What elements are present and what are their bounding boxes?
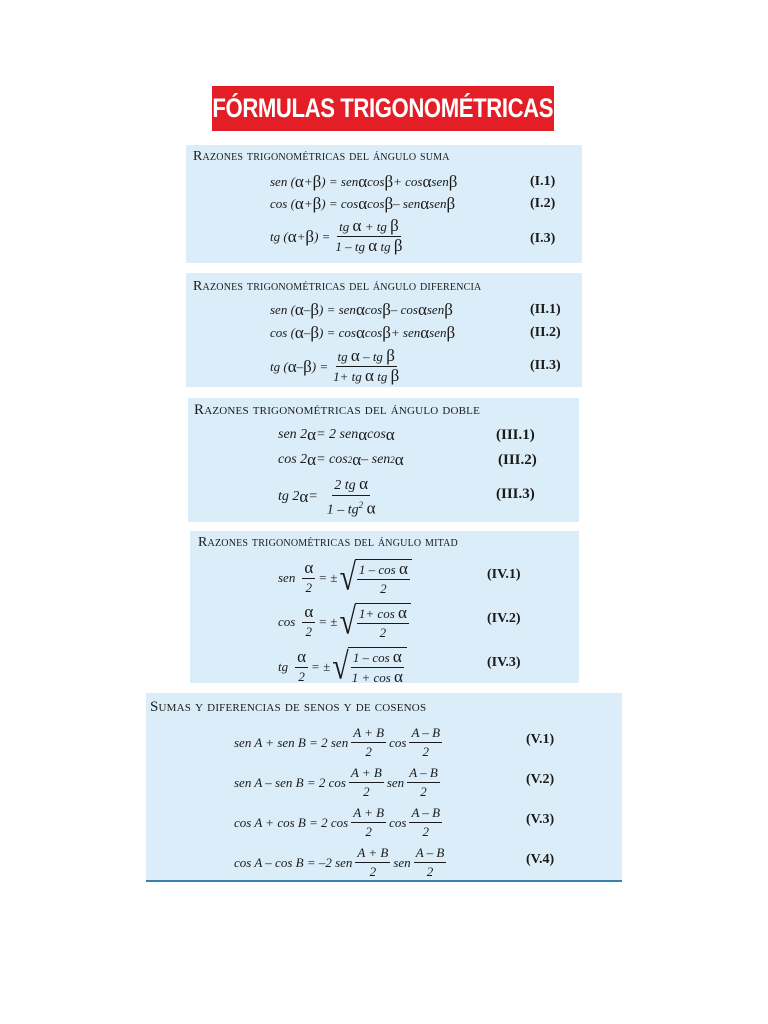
- section-angulo-doble: [188, 398, 579, 522]
- formula-label: (IV.3): [487, 655, 521, 670]
- formula-V3: cos A + cos B = 2 cos $\frac{A + B}{2}$ cos $\frac{A - B}{2}$: [234, 805, 441, 839]
- section-heading: Razones trigonométricas del ángulo diferencia: [193, 279, 482, 294]
- formula-label: (I.2): [530, 196, 556, 211]
- formula-label: (III.2): [498, 452, 537, 468]
- formula-label: (V.3): [526, 812, 555, 827]
- formula-I3: tg ( α + β ) = $\frac{\text{tg α + tg β}}{\text{1 – tg α tg β}}$: [270, 216, 403, 255]
- formula-label: (V.4): [526, 852, 555, 867]
- section-angulo-mitad: [190, 531, 579, 687]
- formula-I1: sen ( α + β ) = sen α cos β + cos α sen β: [270, 172, 458, 191]
- section-sumas-diferencias: [146, 693, 622, 880]
- formula-V4: cos A – cos B = –2 sen $\frac{A + B}{2}$ sen $\frac{A - B}{2}$: [234, 845, 445, 879]
- formula-label: (IV.1): [487, 567, 521, 582]
- formula-I2: cos ( α + β ) = cos α cos β – sen α sen β: [270, 194, 456, 213]
- formula-label: (IV.2): [487, 611, 521, 626]
- section-heading: Sumas y diferencias de senos y de cosenos: [150, 699, 427, 715]
- formula-II1: sen ( α – β ) = sen α cos β – cos α sen β: [270, 300, 453, 319]
- formula-V2: sen A – sen B = 2 cos $\frac{A + B}{2}$ sen $\frac{A - B}{2}$: [234, 765, 438, 799]
- formula-III3: tg 2 α = $\frac{\text{2 tg α}}{1 - tg^2 \alpha}$: [278, 474, 376, 518]
- section-heading: Razones trigonométricas del ángulo mitad: [198, 535, 458, 550]
- formula-label: (I.1): [530, 174, 556, 189]
- formula-IV3: tg $\frac{\alpha}{2}$ = ± √ $\frac{\text{1 – cos α}}{\text{1 + cos α}}$: [278, 647, 407, 686]
- formula-IV1: sen $\frac{\alpha}{2}$ = ± √ $\frac{\text{1 – cos α}}{2}$: [278, 559, 412, 597]
- formula-label: (I.3): [530, 231, 556, 246]
- section-heading: Razones trigonométricas del ángulo suma: [193, 149, 450, 164]
- formula-IV2: cos $\frac{\alpha}{2}$ = ± √ $\frac{\text{1+ cos α}}{2}$: [278, 603, 411, 641]
- formula-label: (II.3): [530, 358, 561, 373]
- formula-label: (III.1): [496, 427, 535, 443]
- page-title: FÓRMULAS TRIGONOMÉTRICAS: [212, 86, 554, 131]
- formula-label: (V.2): [526, 772, 555, 787]
- section-angulo-suma: [186, 145, 582, 263]
- formula-label: (II.2): [530, 325, 561, 340]
- formula-label: (II.1): [530, 302, 561, 317]
- section-angulo-diferencia: [186, 273, 582, 387]
- formula-III2: cos 2 α = cos 2 α – sen 2 α: [278, 450, 404, 469]
- formula-label: (V.1): [526, 732, 555, 747]
- formula-III1: sen 2 α = 2 sen α cos α: [278, 425, 395, 444]
- formula-II2: cos ( α – β ) = cos α cos β + sen α sen β: [270, 323, 456, 342]
- formula-V1: sen A + sen B = 2 sen $\frac{A + B}{2}$ cos $\frac{A - B}{2}$: [234, 725, 441, 759]
- section-heading: Razones trigonométricas del ángulo doble: [194, 402, 480, 418]
- bottom-rule: [146, 880, 622, 882]
- formula-label: (III.3): [496, 486, 535, 502]
- formula-II3: tg ( α – β ) = $\frac{\text{tg α – tg β}}{\text{1+ tg α tg β}}$: [270, 346, 400, 385]
